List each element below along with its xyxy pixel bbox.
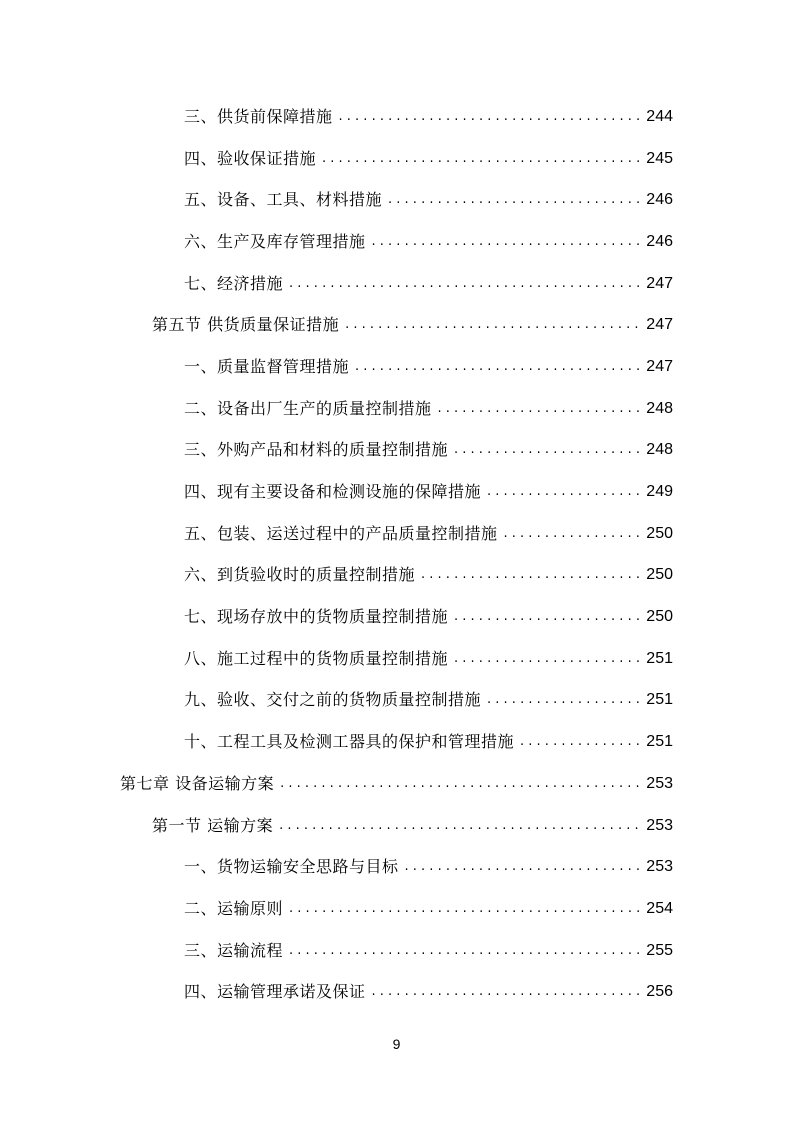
toc-entry-title: 七、现场存放中的货物质量控制措施 <box>184 607 449 627</box>
toc-entry-page-number: 250 <box>646 566 673 584</box>
toc-entry-title: 六、到货验收时的质量控制措施 <box>184 565 416 585</box>
toc-entry-title: 第五节 供货质量保证措施 <box>152 315 340 335</box>
toc-entry-page-number: 253 <box>646 774 673 792</box>
toc-entry-page-number: 251 <box>646 691 673 709</box>
toc-entry-page-number: 256 <box>646 983 673 1001</box>
toc-entry[interactable] <box>0 96 793 138</box>
page-number: 9 <box>392 1036 401 1052</box>
toc-dot-leader <box>345 315 641 335</box>
toc-dot-leader <box>520 732 641 752</box>
toc-entry[interactable] <box>0 221 793 263</box>
toc-entry-title: 八、施工过程中的货物质量控制措施 <box>184 648 449 668</box>
toc-entry[interactable] <box>0 763 793 805</box>
toc-entry-title: 九、验收、交付之前的货物质量控制措施 <box>184 690 482 710</box>
toc-dot-leader <box>279 816 641 836</box>
toc-entry-title: 三、外购产品和材料的质量控制措施 <box>184 440 449 460</box>
toc-entry[interactable] <box>0 846 793 888</box>
toc-dot-leader <box>322 149 641 169</box>
toc-entry-page-number: 248 <box>646 441 673 459</box>
toc-entry-page-number: 251 <box>646 649 673 667</box>
toc-entry[interactable] <box>0 179 793 221</box>
toc-entry-page-number: 250 <box>646 524 673 542</box>
toc-entry[interactable] <box>0 638 793 680</box>
toc-entry-page-number: 253 <box>646 816 673 834</box>
toc-entry[interactable] <box>0 555 793 597</box>
toc-dot-leader <box>355 357 641 377</box>
toc-dot-leader <box>280 774 641 794</box>
toc-entry[interactable] <box>0 138 793 180</box>
toc-dot-leader <box>487 690 641 710</box>
toc-entry-page-number: 254 <box>646 899 673 917</box>
toc-entry-page-number: 247 <box>646 316 673 334</box>
toc-dot-leader <box>405 857 641 877</box>
toc-entry[interactable] <box>0 888 793 930</box>
toc-entry-title: 一、质量监督管理措施 <box>184 356 350 376</box>
toc-entry-page-number: 250 <box>646 608 673 626</box>
toc-entry-title: 二、运输原则 <box>184 898 284 918</box>
toc-dot-leader <box>421 565 641 585</box>
toc-entry-page-number: 253 <box>646 858 673 876</box>
toc-dot-leader <box>289 274 641 294</box>
toc-entry[interactable] <box>0 680 793 722</box>
toc-entry-page-number: 247 <box>646 274 673 292</box>
toc-entry[interactable] <box>0 596 793 638</box>
toc-entry-title: 三、运输流程 <box>184 940 284 960</box>
toc-entry-page-number: 245 <box>646 149 673 167</box>
toc-entry[interactable] <box>0 930 793 972</box>
toc-entry-title: 六、生产及库存管理措施 <box>184 231 366 251</box>
toc-dot-leader <box>289 899 641 919</box>
toc-entry[interactable] <box>0 971 793 1013</box>
toc-dot-leader <box>487 482 641 502</box>
toc-entry-page-number: 244 <box>646 107 673 125</box>
table-of-contents <box>0 96 793 1013</box>
toc-entry[interactable] <box>0 430 793 472</box>
toc-entry-page-number: 246 <box>646 232 673 250</box>
toc-entry[interactable] <box>0 263 793 305</box>
toc-dot-leader <box>339 107 641 127</box>
toc-entry-page-number: 246 <box>646 191 673 209</box>
toc-dot-leader <box>454 607 641 627</box>
toc-dot-leader <box>438 399 641 419</box>
toc-entry-title: 五、包装、运送过程中的产品质量控制措施 <box>184 523 498 543</box>
toc-entry-title: 二、设备出厂生产的质量控制措施 <box>184 398 432 418</box>
toc-entry-title: 七、经济措施 <box>184 273 284 293</box>
toc-dot-leader <box>372 232 641 252</box>
toc-entry-title: 四、验收保证措施 <box>184 148 317 168</box>
toc-entry-page-number: 247 <box>646 357 673 375</box>
toc-entry[interactable] <box>0 388 793 430</box>
toc-dot-leader <box>454 440 641 460</box>
toc-dot-leader <box>372 982 641 1002</box>
toc-entry-title: 十、工程工具及检测工器具的保护和管理措施 <box>184 732 515 752</box>
toc-entry[interactable] <box>0 513 793 555</box>
toc-entry-page-number: 255 <box>646 941 673 959</box>
toc-entry-title: 五、设备、工具、材料措施 <box>184 190 383 210</box>
toc-entry-page-number: 249 <box>646 483 673 501</box>
toc-entry-page-number: 251 <box>646 733 673 751</box>
toc-dot-leader <box>289 941 641 961</box>
toc-entry[interactable] <box>0 805 793 847</box>
toc-entry-title: 四、运输管理承诺及保证 <box>184 982 366 1002</box>
toc-entry[interactable] <box>0 346 793 388</box>
toc-entry-page-number: 248 <box>646 399 673 417</box>
toc-dot-leader <box>454 649 641 669</box>
toc-dot-leader <box>388 190 641 210</box>
toc-entry-title: 一、货物运输安全思路与目标 <box>184 857 399 877</box>
toc-entry-title: 第一节 运输方案 <box>152 815 274 835</box>
toc-entry-title: 四、现有主要设备和检测设施的保障措施 <box>184 482 482 502</box>
toc-entry-title: 三、供货前保障措施 <box>184 106 333 126</box>
toc-entry[interactable] <box>0 304 793 346</box>
toc-entry[interactable] <box>0 471 793 513</box>
toc-dot-leader <box>504 524 641 544</box>
toc-entry[interactable] <box>0 721 793 763</box>
toc-entry-title: 第七章 设备运输方案 <box>120 773 275 793</box>
